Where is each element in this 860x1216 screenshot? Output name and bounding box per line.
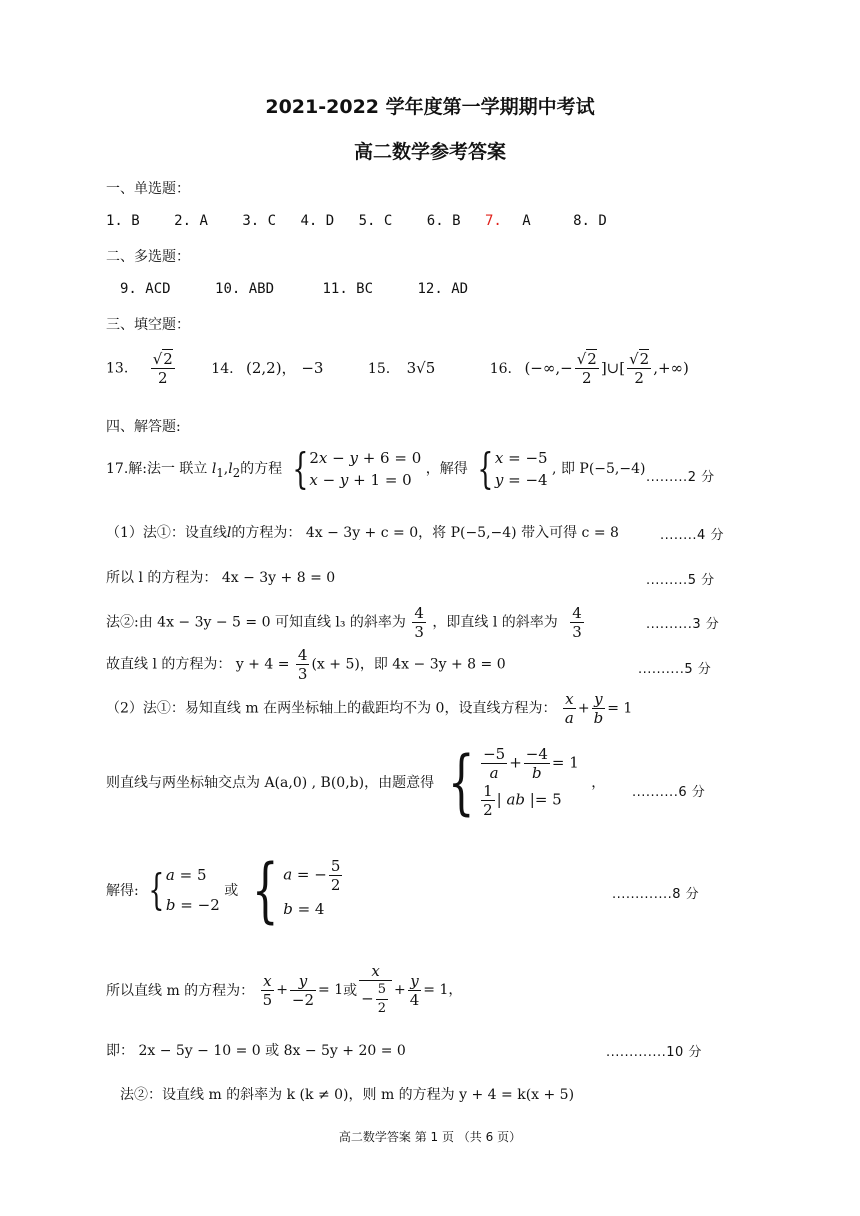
- text: 解得:: [106, 883, 139, 899]
- text: , 即 P(−5,−4): [552, 461, 646, 477]
- text: （2）法①：易知直线 m 在两坐标轴上的截距均不为 0，设直线方程为：: [106, 700, 557, 717]
- section-single-choice: 一、单选题：: [106, 181, 190, 197]
- text: (x + 5)，即 4x − 3y + 8 = 0: [311, 656, 506, 673]
- solution-line: 法②：设直线 m 的斜率为 k (k ≠ 0)，则 m 的方程为 y + 4 = k(x + 5): [120, 1087, 575, 1103]
- answer-item: 12. AD: [417, 281, 469, 297]
- text: 的方程为： 4x − 3y + c = 0，将 P(−5,−4) 带入可得 c = 8: [231, 525, 619, 541]
- score-mark: ........4 分: [660, 528, 724, 543]
- text: 法②:由 4x − 3y − 5 = 0 可知直线 l₃ 的斜率为: [106, 614, 406, 631]
- q16-number: 16.: [489, 360, 512, 377]
- text: 故直线 l 的方程为： y + 4 =: [106, 656, 290, 673]
- answer-item: 11. BC: [322, 281, 374, 297]
- answer-item: A: [522, 213, 531, 229]
- q13-answer: $\frac{√2}{2}$: [152, 350, 173, 387]
- solution-line: 故直线 l 的方程为： y + 4 = $\frac{4}{3}$ (x + 5)，即 4x − 3y + 8 = 0: [106, 646, 506, 683]
- text: 则直线与两坐标轴交点为 A(a,0) , B(0,b)，由题意得: [106, 775, 435, 791]
- solution-line: 法②:由 4x − 3y − 5 = 0 可知直线 l₃ 的斜率为 $\frac{4}{3}$ ，即直线 l 的斜率为 $\frac{4}{3}$: [106, 604, 582, 641]
- equation-system: a = − $\frac{5}{2}$ b = 4: [283, 856, 341, 918]
- solution-17-line: 17.解:法一 联立 $l_1,l_2$的方程 {2x − y + 6 = 0 x − y + 1 = 0 ，解得 {x = −5 y = −4 , 即 P(−5,−4): [106, 444, 646, 493]
- q15-number: 15.: [367, 360, 391, 377]
- score-mark: ..........6 分: [632, 785, 706, 800]
- solution-line: 所以直线 m 的方程为： $\frac{x}{5}$ + $\frac{y}{-2}$ = 1或 x − $\frac{5}{2}$ + $\frac{y}{4}$ = 1，: [106, 962, 463, 1016]
- text: 或: [343, 983, 358, 999]
- answer-item: 10. ABD: [215, 281, 275, 297]
- section-multi-choice: 二、多选题：: [106, 249, 190, 265]
- score-mark: .............8 分: [612, 887, 700, 902]
- answer-item: 1. B: [106, 213, 140, 229]
- q13-number: 13.: [106, 360, 129, 377]
- page-subtitle: 高二数学参考答案: [353, 141, 506, 163]
- text: 或: [224, 883, 239, 899]
- solution-line: 所以 l 的方程为： 4x − 3y + 8 = 0: [106, 570, 336, 586]
- answer-item: 6. B: [426, 213, 461, 229]
- score-mark: .............10 分: [606, 1045, 702, 1060]
- answer-item: 8. D: [573, 213, 607, 229]
- q14-answer: (2,2)， −3: [246, 358, 324, 377]
- score-mark: ..........5 分: [638, 662, 712, 677]
- solution-line: 即： 2x − 5y − 10 = 0 或 8x − 5y + 20 = 0: [106, 1043, 406, 1059]
- text: （1）法①：设直线: [106, 525, 227, 541]
- score-mark: ..........3 分: [646, 617, 720, 632]
- single-choice-answers: [106, 213, 607, 229]
- page-footer: 高二数学答案 第 1 页 （共 6 页）: [338, 1130, 522, 1144]
- solution-line: （2）法①：易知直线 m 在两坐标轴上的截距均不为 0，设直线方程为： $\frac{x}{a}$ + $\frac{y}{b}$ = 1: [106, 690, 633, 727]
- solution-line: 则直线与两坐标轴交点为 A(a,0) , B(0,b)，由题意得 { $\frac{-5}{a}$ + $\frac{-4}{b}$ = 1 $\frac{1}{2}$ | ab |= 5 ，: [106, 741, 606, 823]
- section-fill-in: 三、填空题：: [106, 317, 190, 333]
- score-mark: .........2 分: [646, 470, 715, 485]
- q15-answer: 3√5: [406, 358, 436, 377]
- page-title: 2021-2022 学年度第一学期期中考试: [265, 96, 595, 118]
- solution-line: （1）法①：设直线l的方程为： 4x − 3y + c = 0，将 P(−5,−4) 带入可得 c = 8: [106, 525, 619, 541]
- answer-item: 5. C: [358, 213, 393, 229]
- answer-item: 9. ACD: [120, 281, 171, 297]
- multi-choice-answers: [120, 281, 468, 297]
- score-mark: .........5 分: [646, 573, 715, 588]
- q16-answer: (−∞,− $\frac{√2}{2}$ ]∪[ $\frac{√2}{2}$ ,+∞): [524, 350, 689, 387]
- solution-line: 解得: {a = 5 b = −2 或 { a = − $\frac{5}{2}$ b = 4: [106, 855, 344, 925]
- answer-number-highlight: 7.: [484, 213, 502, 229]
- answer-item: 4. D: [300, 213, 335, 229]
- text: 所以直线 m 的方程为：: [106, 983, 255, 999]
- equation-system: $\frac{-5}{a}$ + $\frac{-4}{b}$ = 1 $\frac{1}{2}$ | ab |= 5: [483, 745, 579, 819]
- equation-system: 2x − y + 6 = 0 x − y + 1 = 0: [309, 449, 422, 489]
- fill-in-row: [106, 350, 689, 387]
- solution-system: x = −5 y = −4: [494, 449, 548, 489]
- equation-system: a = 5 b = −2: [165, 866, 220, 914]
- text: ，解得: [425, 461, 468, 477]
- answer-item: 2. A: [174, 213, 208, 229]
- text: 的方程: [240, 461, 283, 477]
- section-solutions: 四、解答题:: [106, 419, 181, 435]
- answer-item: 3. C: [242, 213, 277, 229]
- text: ，即直线 l 的斜率为: [432, 614, 558, 631]
- text: 17.解:法一 联立: [106, 461, 208, 477]
- q14-number: 14.: [211, 360, 234, 377]
- text: = 1: [607, 700, 633, 717]
